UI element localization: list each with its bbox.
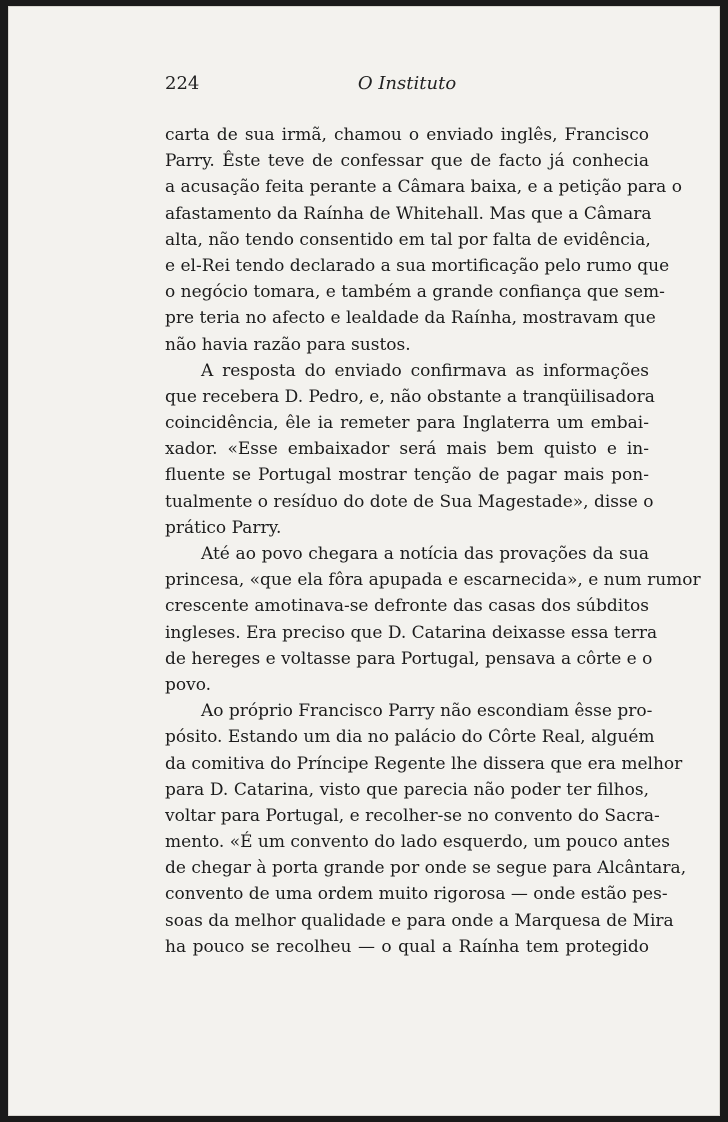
text-line: Até ao povo chegara a notícia das provações da sua <box>201 544 649 564</box>
text-line: alta, não tendo consentido em tal por falta de evidência, <box>165 229 651 250</box>
running-title: O Instituto <box>357 73 457 94</box>
text-line: A resposta do enviado confirmava as informações <box>201 360 649 381</box>
text-line: o negócio tomara, e também a grande confiança que sem- <box>165 282 665 303</box>
text-line: pre teria no afecto e lealdade da Raínha, mostravam que <box>165 308 656 329</box>
text-line: prático Parry. <box>165 517 282 538</box>
text-line: Ao próprio Francisco Parry não escondiam êsse pro- <box>201 701 653 722</box>
paragraph <box>165 122 682 358</box>
page-header <box>165 73 649 97</box>
text-line: não havia razão para sustos. <box>165 334 411 355</box>
text-line: de chegar à porta grande por onde se segue para Alcântara, <box>165 858 687 879</box>
paragraph <box>165 358 655 541</box>
paragraph <box>165 698 687 960</box>
text-line: da comitiva do Príncipe Regente lhe dissera que era melhor <box>165 753 683 774</box>
text-line: pósito. Estando um dia no palácio do Côrte Real, alguém <box>165 727 655 748</box>
text-line: ha pouco se recolheu — o qual a Raínha tem protegido <box>165 936 649 957</box>
text-line: voltar para Portugal, e recolher-se no convento do Sacra- <box>165 805 660 826</box>
paragraph <box>165 541 701 698</box>
text-line: ingleses. Era preciso que D. Catarina deixasse essa terra <box>165 622 658 643</box>
text-line: crescente amotinava-se defronte das casas dos súbditos <box>165 596 649 617</box>
text-line: soas da melhor qualidade e para onde a Marquesa de Mira <box>165 910 674 931</box>
text-line: convento de uma ordem muito rigorosa — onde estão pes- <box>165 884 668 905</box>
text-line: xador. «Esse embaixador será mais bem quisto e in- <box>165 439 649 460</box>
body-text <box>165 122 701 960</box>
text-line: afastamento da Raínha de Whitehall. Mas que a Câmara <box>165 203 652 224</box>
text-line: coincidência, êle ia remeter para Inglaterra um embai- <box>165 413 649 434</box>
text-line: e el-Rei tendo declarado a sua mortificação pelo rumo que <box>165 255 670 276</box>
text-line: para D. Catarina, visto que parecia não poder ter filhos, <box>165 779 649 800</box>
text-line: fluente se Portugal mostrar tenção de pagar mais pon- <box>165 465 649 486</box>
text-line: mento. «É um convento do lado esquerdo, um pouco antes <box>165 832 670 853</box>
text-line: povo. <box>165 674 212 695</box>
text-line: a acusação feita perante a Câmara baixa, e a petição para o <box>165 177 682 198</box>
text-line: de hereges e voltasse para Portugal, pensava a côrte e o <box>165 648 653 669</box>
book-page <box>8 6 720 1116</box>
text-line: tualmente o resíduo do dote de Sua Magestade», disse o <box>165 491 654 512</box>
text-line: princesa, «que ela fôra apupada e escarnecida», e num rumor <box>165 570 701 591</box>
text-line: Parry. Êste teve de confessar que de facto já conhecia <box>165 151 649 172</box>
text-line: carta de sua irmã, chamou o enviado inglês, Francisco <box>165 125 649 145</box>
page-number: 224 <box>165 73 200 94</box>
text-line: que recebera D. Pedro, e, não obstante a tranqüilisadora <box>165 386 655 407</box>
